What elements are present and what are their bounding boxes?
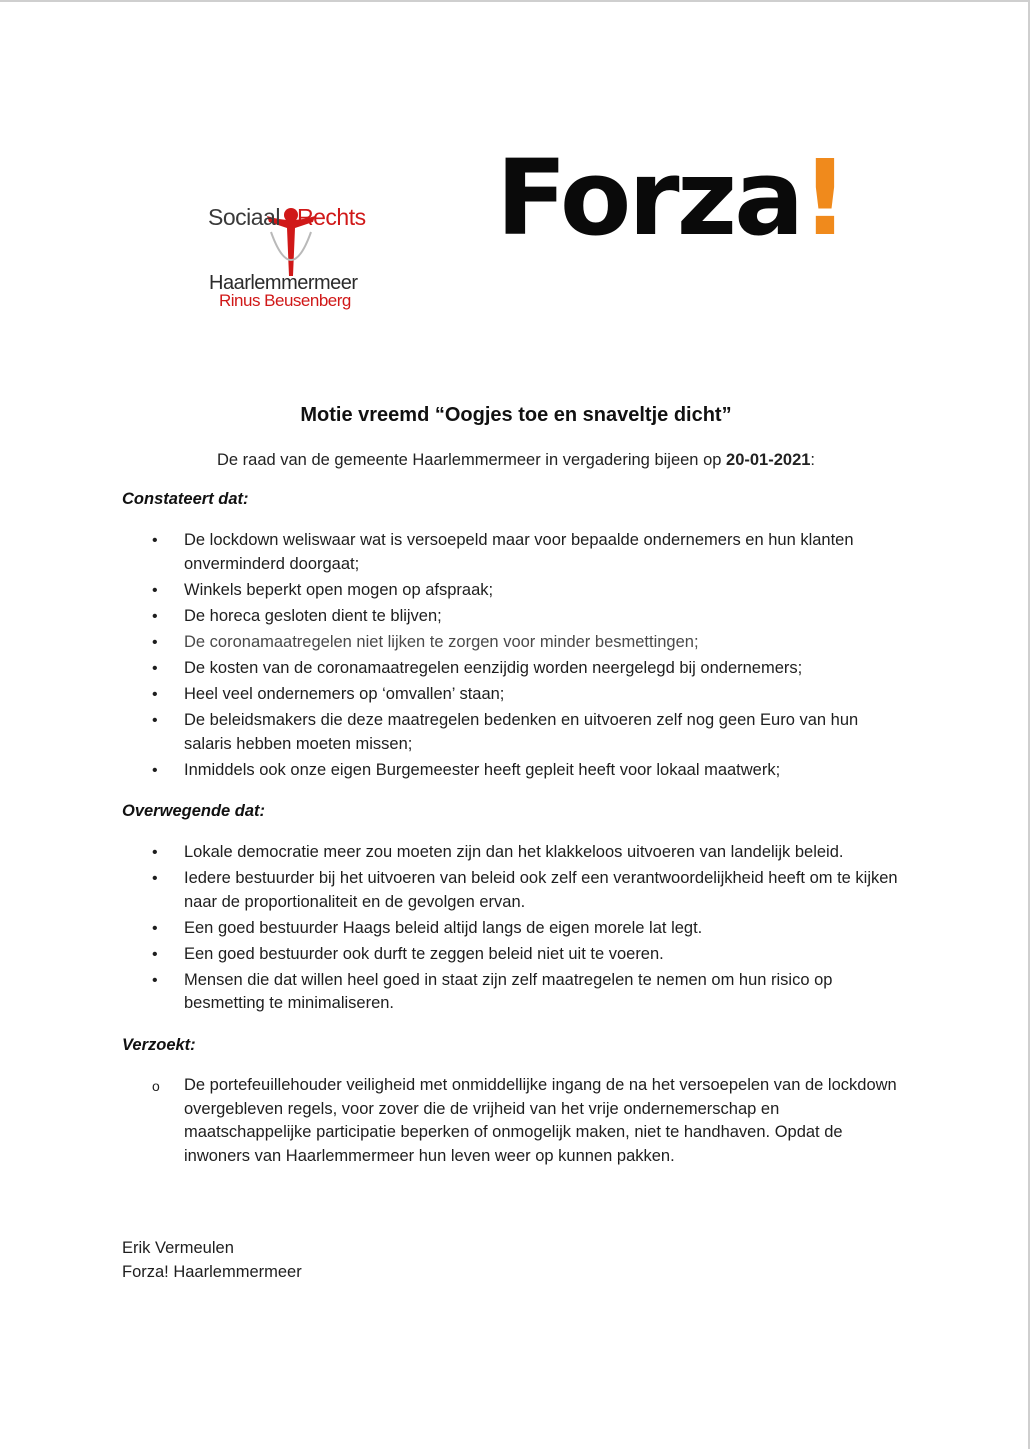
list-item: • Mensen die dat willen heel goed in staat zijn zelf maatregelen te nemen om hun risico op besmetting te minimaliseren. — [152, 970, 833, 1013]
list-item: • Een goed bestuurder ook durft te zeggen beleid niet uit te voeren. — [150, 943, 910, 967]
bullet-icon: • — [152, 633, 158, 651]
list-overwegende — [150, 841, 910, 1018]
list-item: • Inmiddels ook onze eigen Burgemeester heeft gepleit heeft voor lokaal maatwerk; — [150, 759, 910, 783]
bullet-icon: • — [152, 870, 158, 888]
list-item: • De lockdown weliswaar wat is versoepeld maar voor bepaalde ondernemers en hun klanten onverminderd doorgaat; — [152, 531, 854, 573]
heading-verzoekt: Verzoekt: — [122, 1036, 196, 1054]
signature-name: Erik Vermeulen — [122, 1239, 234, 1257]
bullet-icon: • — [152, 659, 158, 677]
forza-logo — [496, 138, 876, 258]
bullet-icon: • — [152, 607, 158, 625]
logo-word-haarlemmermeer: Haarlemmermeer — [209, 272, 358, 294]
list-item: • Heel veel ondernemers op ‘omvallen’ staan; — [150, 683, 910, 707]
list-item: • Iedere bestuurder bij het uitvoeren van beleid ook zelf een verantwoordelijkheid heeft om te kijken naar de proportionaliteit en de gevolgen ervan. — [152, 869, 898, 911]
intro-date: 20-01-2021 — [726, 451, 811, 469]
bullet-icon: • — [152, 581, 158, 599]
heading-overwegende: Overwegende dat: — [122, 802, 266, 820]
bullet-icon: • — [152, 844, 158, 861]
circle-bullet-icon: o — [152, 1078, 160, 1094]
bullet-icon: • — [152, 712, 158, 730]
list-item: • Lokale democratie meer zou moeten zijn dan het klakkeloos uitvoeren van landelijk beleid. — [150, 841, 910, 865]
list-item: • Een goed bestuurder Haags beleid altijd langs de eigen morele lat legt. — [150, 917, 910, 941]
bullet-icon: • — [152, 685, 158, 703]
signature-block — [122, 1237, 302, 1284]
bullet-icon: • — [152, 761, 158, 779]
list-item: o De portefeuillehouder veiligheid met onmiddellijke ingang de na het versoepelen van de lockdown overgebleven regels, voor zover die de vrijheid van het vrije ondernemerschap en maatschappelijke participatie beperken of onmogelijk maken, niet te handhaven. Opdat de inwoners van Haarlemmermeer hun leven weer op kunnen pakken. — [152, 1076, 897, 1165]
intro-prefix: De raad van de gemeente Haarlemmermeer in vergadering bijeen op — [216, 451, 727, 469]
signature-party: Forza! Haarlemmermeer — [122, 1262, 302, 1281]
intro-line — [0, 451, 1032, 470]
bullet-icon: • — [152, 971, 158, 989]
list-item: • De coronamaatregelen niet lijken te zorgen voor minder besmettingen; — [150, 631, 910, 655]
logo-word-rechts: Rechts — [297, 204, 366, 230]
forza-logo-exclamation: ! — [801, 137, 849, 259]
forza-logo-word: Forza — [496, 137, 802, 259]
list-item: • Winkels beperkt open mogen op afspraak; — [150, 579, 910, 603]
document-title: Motie vreemd “Oogjes toe en snaveltje dicht” — [300, 404, 732, 426]
bullet-icon: • — [152, 945, 158, 963]
heading-constateert: Constateert dat: — [122, 490, 249, 508]
list-item: • De horeca gesloten dient te blijven; — [150, 605, 910, 629]
sociaal-rechts-logo — [205, 196, 375, 321]
list-constateert — [150, 529, 910, 785]
bullet-icon: • — [152, 919, 158, 937]
logo-word-sociaal: Sociaal — [208, 204, 280, 230]
list-item: • De beleidsmakers die deze maatregelen bedenken en uitvoeren zelf nog geen Euro van hun salaris hebben moeten missen; — [152, 711, 859, 753]
list-verzoekt — [150, 1074, 910, 1171]
intro-suffix: : — [810, 451, 816, 469]
bullet-icon: • — [152, 532, 158, 549]
list-item: • De kosten van de coronamaatregelen eenzijdig worden neergelegd bij ondernemers; — [150, 657, 910, 681]
logo-word-rinus-beusenberg: Rinus Beusenberg — [219, 291, 351, 310]
